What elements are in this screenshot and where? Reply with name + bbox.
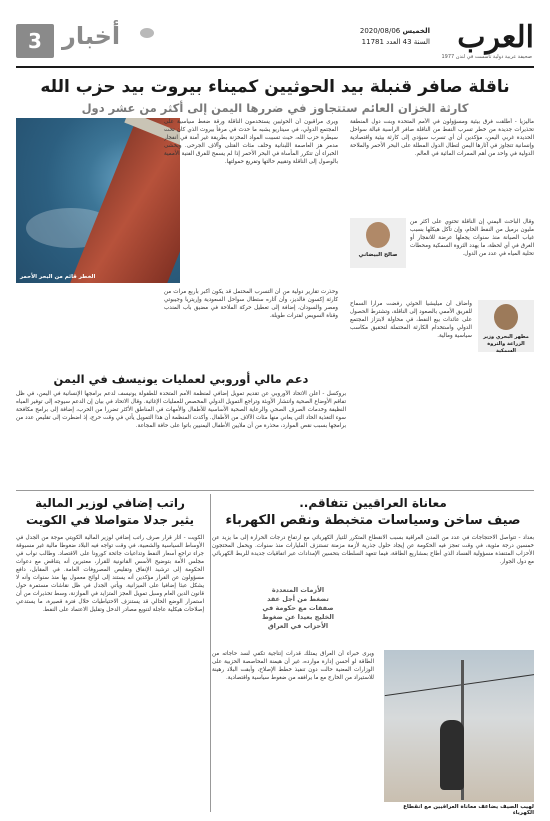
logo-tagline: صحيفة عربية دولية تأسست في لندن 1977 <box>441 54 532 60</box>
kuwait-headline-top: راتب إضافي لوزير المالية <box>35 496 185 510</box>
section-title: أخبار <box>62 22 121 50</box>
author-photo <box>366 222 390 248</box>
column-divider <box>210 494 211 812</box>
article-column: وأضاف أن ميليشيا الحوثي رفضت مرارا السماح للفريق الأممي بالصعود إلى الناقلة، وتشترط الحصول على عائدات بيع النفط، في محاولة لابتزاز المجتمع الدولي واستخدام الكارثة المحتملة لتحقيق مكاسب سياسية ومالية. <box>350 301 472 339</box>
author-box <box>350 218 406 268</box>
masthead <box>16 14 534 68</box>
issue-info <box>360 26 430 48</box>
main-headline: ناقلة صافر قنبلة بيد الحوثيين كميناء بيروت بيد حزب الله <box>40 77 510 97</box>
minister-box <box>478 300 534 352</box>
article-lead-column: ماليزيا - أطلقت فرق بيئية ومسؤولون في الأمم المتحدة وبنت دول المنطقة تحذيرات جديدة من خطر تسرب النفط من الناقلة صافر الراسية قبالة سواحل الحديدة غربي اليمن، مؤكدين أن أي تسرب سيؤدي إلى كارثة بيئية واقتصادية وإنسانية تتجاوز في آثارها اليمن لتطال الدول المطلة على البحر الأحمر والملاحة الدولية في واحد من أهم الممرات المائية في العالم. <box>350 119 534 157</box>
iraq-photo <box>384 650 534 802</box>
newspaper-logo: العرب <box>457 20 534 55</box>
iraq-article-text: بغداد - تتواصل الاحتجاجات في عدد من المدن العراقية بسبب الانقطاع المتكرر للتيار الكهربائي مع ارتفاع درجات الحرارة إلى ما يزيد عن خمسين درجة مئوية، في وقت تعجز فيه الحكومة عن إيجاد حلول جذرية لأزمة مزمنة تستنزف المليارات منذ سنوات. ويحمل المحتجون الأحزاب المتنفذة مسؤولية الفساد الذي أطاح بمشاريع الطاقة، فيما تتعهد السلطات بتحسين الإمدادات عبر اتفاقيات جديدة للربط الكهربائي مع دول الجوار. <box>212 535 534 565</box>
issue-date: 2020/08/06 <box>359 27 401 35</box>
page-number: 3 <box>16 24 54 58</box>
tanker-photo <box>16 118 180 283</box>
author-name: صالح البيضاني <box>358 252 398 258</box>
iraq-photo-caption: لهيب الصيف يضاعف معاناة العراقيين مع انقطاع الكهرباء <box>403 804 534 816</box>
article-column: وحذرت تقارير دولية من أن التسرب المحتمل قد يكون أكبر بأربع مرات من كارثة إكسون فالديز، وأن آثاره ستطال سواحل السعودية وإريتريا وجيبوتي ومصر والسودان، إضافة إلى تعطيل حركة الملاحة في مضيق باب المندب وقناة السويس لفترات طويلة. <box>164 289 338 319</box>
tanker-photo-caption: الخطر قائم من البحر الأحمر <box>20 274 96 280</box>
iraq-headline: صيف ساخن وسياسات متخبطة ونقص الكهرباء <box>225 513 521 528</box>
main-article <box>16 118 534 429</box>
kuwait-article-text: الكويت - أثار قرار صرف راتب إضافي لوزير المالية الكويتي موجة من الجدل في الأوساط السياسية والشعبية، في وقت تواجه فيه البلاد ضغوطا مالية غير مسبوقة جراء تراجع أسعار النفط وتداعيات جائحة كورونا على الاقتصاد. وطالب نواب في مجلس الأمة بتوضيح الأسس القانونية للقرار، معتبرين أنه يتناقض مع دعوات الحكومة إلى ترشيد الإنفاق وتقليص المصروفات العامة. في المقابل، دافع مسؤولون عن القرار مؤكدين أنه يستند إلى لوائح معمول بها منذ سنوات وأنه لا يشكل عبئا إضافيا على الميزانية. ويأتي الجدل في ظل نقاشات مستمرة حول قانون الدين العام وسبل تمويل العجز المتزايد في الموازنة، وسط تحذيرات من أن استمرار الوضع الحالي قد يستنزف الاحتياطيات خلال فترة قصيرة، ما يستدعي إصلاحات هيكلية عاجلة لتنويع مصادر الدخل وتقليل الاعتماد على النفط. <box>16 535 204 613</box>
minister-photo <box>494 304 518 330</box>
pull-quote: الأزمات المتعددة تضغط من أجل عقد صفقات مع حكومة في الخليج بعيدا عن ضغوط الأحزاب في العراق <box>262 586 334 630</box>
eu-article-text: بروكسل - أعلن الاتحاد الأوروبي عن تقديم تمويل إضافي لمنظمة الأمم المتحدة للطفولة يونيسف لدعم برامجها الإنسانية في اليمن، في ظل تفاقم الأوضاع الصحية وانتشار الأوبئة وتراجع التمويل الدولي المخصص للعمليات الإغاثية. وقال الاتحاد في بيان إن الدعم سيوجه إلى توفير المياه النظيفة وخدمات الصرف الصحي والرعاية الصحية الأساسية للأطفال والأمهات في المناطق الأكثر تضررا من الحرب، إضافة إلى برامج مكافحة سوء التغذية الحاد التي يعاني منها مئات الآلاف من الأطفال. وأكدت المنظمة أن هذا التمويل يأتي في وقت حرج، إذ اضطرت إلى تقليص عدد من برامجها بسبب نقص الموارد، محذرة من أن ملايين الأطفال اليمنيين باتوا على حافة المجاعة. <box>16 391 346 429</box>
article-column: وقال الباحث اليمني إن الناقلة تحتوي على أكثر من مليون برميل من النفط الخام، وإن تآكل هيكلها بسبب غياب الصيانة منذ سنوات يجعلها عرضة للانفجار أو الغرق في أي لحظة، ما يهدد الثروة السمكية ومحطات تحلية المياه في عدد من الدول. <box>410 219 534 257</box>
speech-bubble-icon <box>140 28 154 38</box>
iraq-article-continued: ويرى خبراء أن العراق يمتلك قدرات إنتاجية تكفي لسد حاجاته من الطاقة لو أحسن إدارة موارده، غير أن هيمنة المحاصصة الحزبية على الوزارات المعنية حالت دون تنفيذ خطط الإصلاح، وأبقت البلاد رهينة للاستيراد من الخارج مع ما يرافقه من ضغوط سياسية واقتصادية. <box>212 651 374 681</box>
main-subheadline: كارثة الخزان العائم ستتجاوز في ضررها اليمن إلى أكثر من عشر دول <box>81 101 469 115</box>
section-divider <box>16 490 534 491</box>
iraq-headline-top: معاناة العراقيين تتفاقم.. <box>299 496 447 510</box>
kuwait-headline: يثير جدلا متواصلا في الكويت <box>26 513 194 527</box>
issue-day: الخميس <box>402 27 430 35</box>
article-column: ويرى مراقبون أن الحوثيين يستخدمون الناقلة ورقة ضغط سياسية على المجتمع الدولي، في سيناريو يشبه ما حدث في مرفأ بيروت الذي كان تحت سيطرة حزب الله، حيث تسببت المواد المخزنة بطريقة غير آمنة في انفجار مدمر هز العاصمة اللبنانية وخلف مئات القتلى وآلاف الجرحى. ويخشى الخبراء أن تتكرر المأساة في البحر الأحمر إذا لم يسمح للفرق الفنية الأممية بالوصول إلى الناقلة وتقييم حالتها وتفريغ حمولتها. <box>164 119 338 165</box>
issue-number: السنة 43 العدد 11781 <box>361 38 430 46</box>
eu-headline: دعم مالي أوروبي لعمليات يونيسف في اليمن <box>53 372 309 386</box>
minister-name: مطهر البحري وزير الزراعة والثروة السمكية <box>483 334 529 354</box>
